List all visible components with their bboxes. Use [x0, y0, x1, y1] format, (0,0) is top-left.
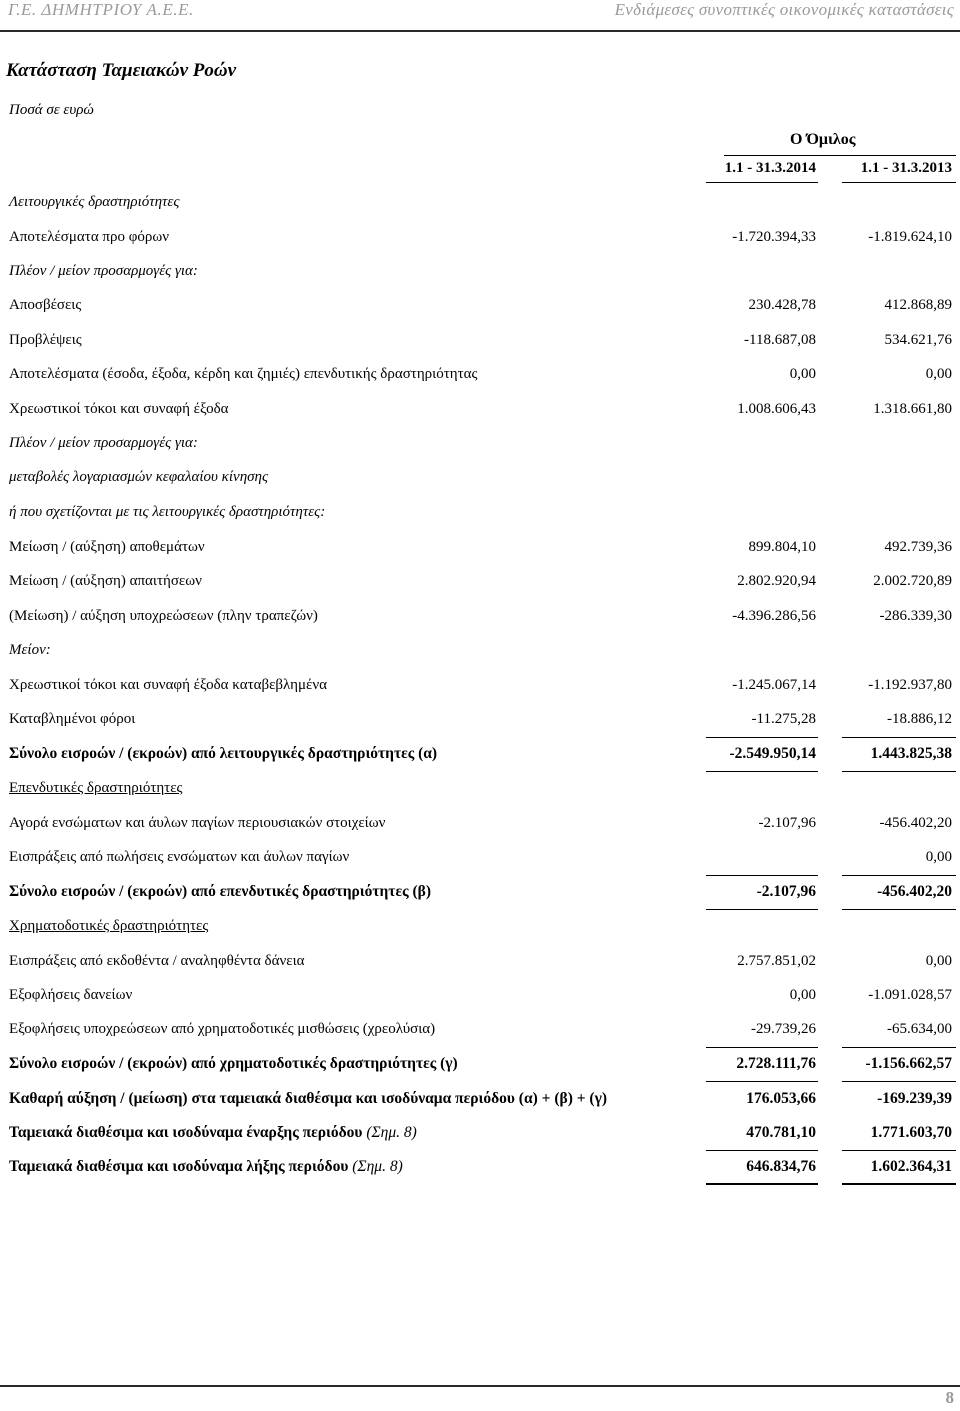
table-row: [0, 815, 960, 839]
currency-note: Ποσά σε ευρώ: [9, 102, 94, 118]
note-reference: (Σημ. 8): [366, 1124, 417, 1141]
value-2013: 1.602.364,31: [870, 1158, 952, 1175]
header-rule: [0, 30, 960, 32]
section-investing: [0, 780, 960, 804]
row-label: ή που σχετίζονται με τις λειτουργικές δραστηριότητες:: [9, 504, 326, 520]
table-row: [0, 849, 960, 873]
table-row: [0, 539, 960, 563]
table-row: [0, 332, 960, 356]
value-2014: -1.720.394,33: [732, 229, 816, 245]
row-label: Χρηματοδοτικές δραστηριότητες: [9, 918, 209, 934]
value-2013: 2.002.720,89: [873, 573, 952, 589]
subtotal-rule: [842, 1047, 956, 1048]
value-2013: -169.239,39: [877, 1090, 952, 1107]
value-2014: -11.275,28: [751, 711, 816, 727]
value-2014: 2.757.851,02: [737, 953, 816, 969]
table-row: [0, 711, 960, 735]
value-2013: 412.868,89: [884, 297, 952, 313]
section-financing: [0, 918, 960, 942]
row-label: Σύνολο εισροών / (εκροών) από λειτουργικές δραστηριότητες (α): [9, 745, 438, 762]
value-2014: -2.549.950,14: [729, 745, 816, 762]
row-label: μεταβολές λογαριασμών κεφαλαίου κίνησης: [9, 469, 269, 485]
final-total-rule: [842, 1183, 956, 1185]
subtotal-rule: [706, 875, 818, 876]
value-2013: -286.339,30: [879, 608, 952, 624]
row-label: Μείωση / (αύξηση) αποθεμάτων: [9, 539, 205, 555]
table-row: [0, 229, 960, 253]
total-rule: [706, 1081, 818, 1082]
value-2014: 176.053,66: [746, 1090, 816, 1107]
subheading: [0, 504, 960, 528]
footer-rule: [0, 1385, 960, 1387]
row-label-text: Ταμειακά διαθέσιμα και ισοδύναμα έναρξης περιόδου: [9, 1124, 363, 1141]
value-2014: 230.428,78: [748, 297, 816, 313]
final-total-rule: [706, 1183, 818, 1185]
row-label: Εισπράξεις από εκδοθέντα / αναληφθέντα δάνεια: [9, 953, 305, 969]
value-2014: -2.107,96: [758, 815, 816, 831]
subtotal-rule: [706, 1047, 818, 1048]
table-row: [0, 1021, 960, 1045]
row-label: Χρεωστικοί τόκοι και συναφή έξοδα καταβεβλημένα: [9, 677, 327, 693]
row-label: Εισπράξεις από πωλήσεις ενσώματων και άυλων παγίων: [9, 849, 350, 865]
row-label: [9, 1158, 403, 1176]
total-row-investing: [0, 883, 960, 907]
value-2014: 0,00: [789, 366, 816, 382]
row-label: Πλέον / μείον προσαρμογές για:: [9, 263, 198, 279]
value-2013: 0,00: [925, 953, 952, 969]
value-2013: 492.739,36: [884, 539, 952, 555]
subheading: [0, 263, 960, 287]
value-2013: 1.443.825,38: [870, 745, 952, 762]
group-header-rule: [724, 155, 956, 156]
row-label: Αποτελέσματα προ φόρων: [9, 229, 170, 245]
page-number: 8: [945, 1388, 954, 1407]
period-2-rule: [842, 182, 956, 183]
period-2-header: 1.1 - 31.3.2013: [860, 160, 952, 176]
subtotal-rule: [706, 737, 818, 738]
section-operating: [0, 194, 960, 218]
value-2014: -118.687,08: [744, 332, 816, 348]
subheading: [0, 435, 960, 459]
total-rule: [842, 909, 956, 910]
value-2014: 0,00: [789, 987, 816, 1003]
value-2013: 0,00: [925, 849, 952, 865]
report-title: Ενδιάμεσες συνοπτικές οικονομικές καταστάσεις: [614, 0, 954, 19]
period-1-header: 1.1 - 31.3.2014: [724, 160, 816, 176]
total-rule: [706, 909, 818, 910]
subtotal-rule: [842, 737, 956, 738]
row-label: Σύνολο εισροών / (εκροών) από χρηματοδοτικές δραστηριότητες (γ): [9, 1055, 458, 1072]
row-label: Μείωση / (αύξηση) απαιτήσεων: [9, 573, 202, 589]
table-row: [0, 677, 960, 701]
table-row: [0, 987, 960, 1011]
subheading: [0, 469, 960, 493]
value-2014: 2.728.111,76: [736, 1055, 816, 1072]
table-row: [0, 401, 960, 425]
value-2014: -2.107,96: [756, 883, 816, 900]
row-label: [9, 1124, 417, 1142]
net-change-row: [0, 1090, 960, 1114]
row-label: Λειτουργικές δραστηριότητες: [9, 194, 180, 210]
company-name: Γ.Ε. ΔΗΜΗΤΡΙΟΥ Α.Ε.Ε.: [8, 0, 194, 19]
total-rule: [842, 771, 956, 772]
row-label: Χρεωστικοί τόκοι και συναφή έξοδα: [9, 401, 229, 417]
row-label: Αγορά ενσώματων και άυλων παγίων περιουσιακών στοιχείων: [9, 815, 386, 831]
value-2014: 899.804,10: [748, 539, 816, 555]
row-label: Σύνολο εισροών / (εκροών) από επενδυτικές δραστηριότητες (β): [9, 883, 431, 900]
value-2014: 2.802.920,94: [737, 573, 816, 589]
value-2013: -18.886,12: [887, 711, 952, 727]
value-2013: 534.621,76: [884, 332, 952, 348]
value-2013: -456.402,20: [879, 815, 952, 831]
value-2013: -1.192.937,80: [868, 677, 952, 693]
table-row: [0, 366, 960, 390]
row-label: Πλέον / μείον προσαρμογές για:: [9, 435, 198, 451]
value-2013: -65.634,00: [887, 1021, 952, 1037]
value-2013: -456.402,20: [877, 883, 952, 900]
value-2014: -29.739,26: [751, 1021, 816, 1037]
subheading: [0, 642, 960, 666]
row-label: Επενδυτικές δραστηριότητες: [9, 780, 183, 796]
value-2013: -1.156.662,57: [865, 1055, 952, 1072]
closing-cash-row: [0, 1158, 960, 1182]
value-2013: -1.091.028,57: [868, 987, 952, 1003]
table-row: [0, 953, 960, 977]
subtotal-rule: [706, 1150, 818, 1151]
row-label: Προβλέψεις: [9, 332, 82, 348]
row-label: Αποτελέσματα (έσοδα, έξοδα, κέρδη και ζημιές) επενδυτικής δραστηριότητας: [9, 366, 478, 382]
note-reference: (Σημ. 8): [352, 1158, 403, 1175]
value-2014: 470.781,10: [746, 1124, 816, 1141]
value-2014: -1.245.067,14: [732, 677, 816, 693]
row-label: Μείον:: [9, 642, 51, 658]
value-2014: 646.834,76: [746, 1158, 816, 1175]
period-1-rule: [706, 182, 818, 183]
subtotal-rule: [842, 875, 956, 876]
value-2013: -1.819.624,10: [868, 229, 952, 245]
opening-cash-row: [0, 1124, 960, 1148]
value-2014: 1.008.606,43: [737, 401, 816, 417]
value-2013: 1.771.603,70: [870, 1124, 952, 1141]
row-label: Καθαρή αύξηση / (μείωση) στα ταμειακά διαθέσιμα και ισοδύναμα περιόδου (α) + (β) + (γ): [9, 1090, 608, 1107]
total-rule: [706, 771, 818, 772]
total-rule: [842, 1081, 956, 1082]
table-row: [0, 608, 960, 632]
row-label: Εξοφλήσεις υποχρεώσεων από χρηματοδοτικές μισθώσεις (χρεολύσια): [9, 1021, 436, 1037]
row-label: Καταβλημένοι φόροι: [9, 711, 136, 727]
row-label: Εξοφλήσεις δανείων: [9, 987, 133, 1003]
table-row: [0, 297, 960, 321]
row-label-text: Ταμειακά διαθέσιμα και ισοδύναμα λήξης περιόδου: [9, 1158, 349, 1175]
table-row: [0, 573, 960, 597]
value-2014: -4.396.286,56: [732, 608, 816, 624]
group-column-header: Ο Όμιλος: [790, 131, 856, 148]
row-label: Αποσβέσεις: [9, 297, 82, 313]
row-label: (Μείωση) / αύξηση υποχρεώσεων (πλην τραπεζών): [9, 608, 318, 624]
subtotal-rule: [842, 1150, 956, 1151]
value-2013: 1.318.661,80: [873, 401, 952, 417]
value-2013: 0,00: [925, 366, 952, 382]
statement-title: Κατάσταση Ταμειακών Ροών: [6, 60, 237, 81]
total-row-financing: [0, 1055, 960, 1079]
total-row-operating: [0, 745, 960, 769]
